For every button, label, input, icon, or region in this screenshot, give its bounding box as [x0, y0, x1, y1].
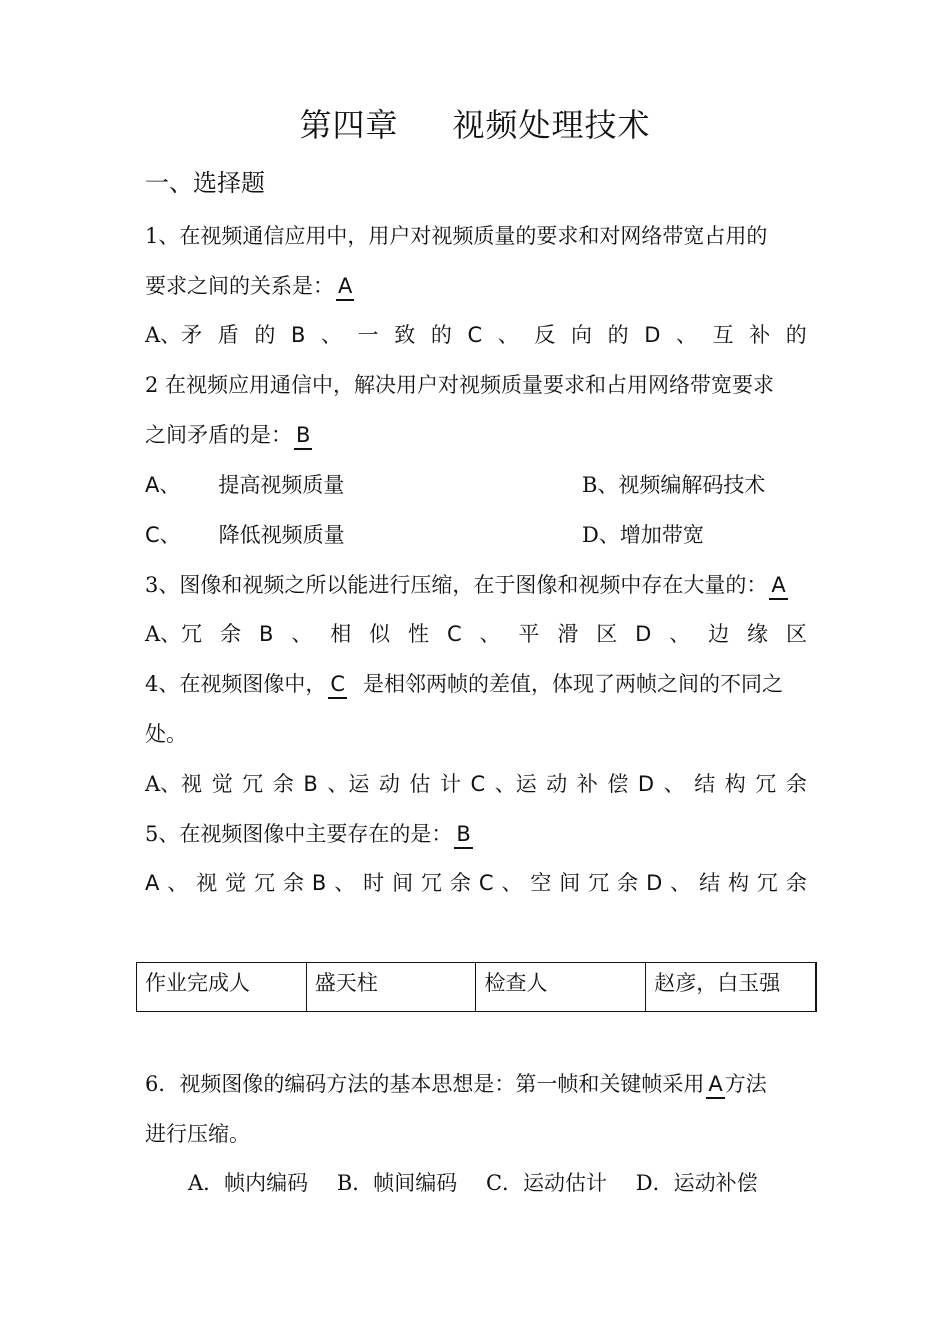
q4-opt-token: 冗 [755, 772, 777, 796]
q3-opt-token: 区 [596, 622, 618, 646]
q5-opt-token: 、 [167, 871, 189, 895]
label-completed-by: 作业完成人 [137, 963, 307, 1012]
q1-opt-token: 、 [321, 323, 343, 347]
q5-opt-token: 冗 [421, 871, 443, 895]
q6-option-b: B．帧间编码 [336, 1171, 458, 1195]
q1-opt-token: 互 [712, 323, 734, 347]
q1-opt-token: 的 [430, 323, 452, 347]
q1-opt-token: 盾 [217, 323, 239, 347]
q1-options [145, 318, 807, 352]
q3-opt-token: 边 [708, 622, 730, 646]
q2-option-a-text: 提高视频质量 [218, 473, 345, 497]
q2-line1: 2 在视频应用通信中，解决用户对视频质量要求和占用网络带宽要求 [145, 373, 775, 397]
q4-line1 [145, 667, 807, 701]
q1-opt-token: B [291, 323, 306, 347]
q4-opt-token: 觉 [211, 772, 233, 796]
q3-opt-token: 、 [669, 622, 691, 646]
q3-opt-token: 、 [479, 622, 501, 646]
q3-line1 [145, 568, 807, 602]
q2-options-row2 [145, 518, 704, 552]
q2-option-c-label: C、 [145, 523, 181, 547]
q4-opt-token: D [637, 772, 655, 796]
q4-opt-token: 、运 [327, 772, 370, 796]
q5-opt-token: 时 [363, 871, 385, 895]
q3-opt-token: D [635, 622, 652, 646]
q5-opt-token: A [145, 871, 160, 895]
q3-opt-token: 区 [785, 622, 807, 646]
q4-options [145, 767, 807, 801]
q1-opt-token: 补 [749, 323, 771, 347]
q6-prompt-pre: 6．视频图像的编码方法的基本思想是：第一帧和关键帧采用 [145, 1072, 705, 1096]
q5-line1 [145, 817, 807, 851]
q1-line2 [145, 269, 807, 303]
q1-prompt: 要求之间的关系是： [145, 274, 334, 298]
q5-answer: B [454, 821, 472, 849]
q1-opt-token: 、 [497, 323, 519, 347]
q1-opt-token: 的 [254, 323, 276, 347]
q4-opt-token: B [303, 772, 318, 796]
q1-opt-token: 一 [357, 323, 379, 347]
q1-opt-token: 、 [675, 323, 697, 347]
q1-opt-token: 的 [785, 323, 807, 347]
q4-opt-token: 、 [663, 772, 685, 796]
q6-options [188, 1166, 780, 1200]
q2-option-c-text: 降低视频质量 [218, 523, 345, 547]
q4-opt-token: 偿 [607, 772, 629, 796]
label-checker: 检查人 [476, 963, 646, 1012]
q5-opt-token: 构 [728, 871, 749, 895]
q5-opt-token: 、 [334, 871, 356, 895]
q1-opt-token: A、矛 [145, 323, 203, 347]
q4-opt-token: 冗 [242, 772, 264, 796]
q4-opt-token: 余 [272, 772, 294, 796]
q6-option-c: C．运动估计 [485, 1171, 608, 1195]
q1-opt-token: 致 [394, 323, 416, 347]
q5-opt-token: 、 [501, 871, 523, 895]
q5-opt-token: 视 [196, 871, 218, 895]
q5-opt-token: 余 [449, 871, 471, 895]
table-row [137, 963, 817, 1012]
q2-option-b: B、视频编解码技术 [582, 473, 766, 497]
section-heading: 一、选择题 [145, 169, 265, 197]
q1-opt-token: 反 [534, 323, 556, 347]
q5-options [145, 866, 807, 900]
q5-opt-token: B [311, 871, 327, 895]
q2-option-d: D、增加带宽 [582, 523, 704, 547]
q4-opt-token: 、运 [494, 772, 537, 796]
q3-opt-token: 性 [408, 622, 430, 646]
q5-opt-token: 间 [559, 871, 581, 895]
q3-prompt: 3、图像和视频之所以能进行压缩，在于图像和视频中存在大量的： [145, 573, 768, 597]
q2-prompt: 之间矛盾的是： [145, 423, 292, 447]
q2-options-row1 [145, 468, 766, 502]
q4-prompt-post: 是相邻两帧的差值，体现了两帧之间的不同之 [363, 672, 784, 696]
q5-opt-token: 、 [670, 871, 692, 895]
value-checker: 赵彦，白玉强 [646, 963, 816, 1012]
q5-opt-token: 冗 [588, 871, 610, 895]
q4-line2: 处。 [145, 722, 187, 746]
q5-opt-token: 结 [699, 871, 721, 895]
q4-opt-token: 余 [785, 772, 807, 796]
q3-opt-token: B [258, 622, 274, 646]
q6-line1 [145, 1067, 807, 1101]
q6-option-d: D．运动补偿 [635, 1171, 758, 1195]
q1-opt-token: D [644, 323, 661, 347]
q5-opt-token: 空 [530, 871, 552, 895]
q3-opt-token: A、冗 [145, 622, 203, 646]
q5-opt-token: 冗 [756, 871, 778, 895]
q5-opt-token: C [478, 871, 494, 895]
q3-opt-token: 平 [518, 622, 540, 646]
q5-prompt: 5、在视频图像中主要存在的是： [145, 822, 453, 846]
q4-opt-token: 计 [439, 772, 461, 796]
q5-opt-token: 间 [392, 871, 414, 895]
q3-opt-token: 滑 [557, 622, 579, 646]
q3-options [145, 617, 807, 651]
q3-opt-token: 、 [291, 622, 313, 646]
q6-option-a: A．帧内编码 [188, 1171, 309, 1195]
q4-answer: C [328, 671, 347, 699]
q6-line2: 进行压缩。 [145, 1122, 250, 1146]
q1-line1: 1、在视频通信应用中，用户对视频质量的要求和对网络带宽占用的 [145, 224, 768, 248]
q3-opt-token: C [446, 622, 462, 646]
q3-opt-token: 相 [330, 622, 352, 646]
q3-opt-token: 缘 [747, 622, 769, 646]
q5-opt-token: 余 [617, 871, 639, 895]
q4-opt-token: 补 [576, 772, 598, 796]
q1-opt-token: C [467, 323, 483, 347]
chapter-number: 第四章 [299, 106, 399, 144]
q2-answer: B [294, 422, 312, 450]
q2-line2 [145, 418, 807, 452]
q5-opt-token: 余 [785, 871, 807, 895]
q3-opt-token: 余 [220, 622, 242, 646]
q6-prompt-post: 方法 [724, 1072, 767, 1096]
q1-opt-token: 向 [570, 323, 592, 347]
q4-opt-token: 动 [378, 772, 400, 796]
q1-answer: A [336, 273, 354, 301]
q4-prompt-pre: 4、在视频图像中， [145, 672, 327, 696]
q4-opt-token: 估 [409, 772, 431, 796]
q5-opt-token: 觉 [225, 871, 247, 895]
q4-opt-token: 结 [694, 772, 716, 796]
q5-opt-token: D [646, 871, 663, 895]
q5-opt-token: 余 [282, 871, 304, 895]
q2-option-a-label: A、 [145, 473, 181, 497]
q3-answer: A [769, 572, 787, 600]
homework-info-table [136, 962, 817, 1012]
value-completed-by: 盛天柱 [306, 963, 476, 1012]
q6-answer: A [706, 1071, 724, 1099]
q4-opt-token: 构 [724, 772, 746, 796]
q3-opt-token: 似 [369, 622, 391, 646]
q4-opt-token: A、视 [145, 772, 203, 796]
q1-opt-token: 的 [607, 323, 629, 347]
q4-opt-token: 动 [546, 772, 568, 796]
q4-opt-token: C [470, 772, 486, 796]
q5-opt-token: 冗 [254, 871, 276, 895]
chapter-name: 视频处理技术 [452, 106, 651, 144]
chapter-title [0, 100, 950, 150]
